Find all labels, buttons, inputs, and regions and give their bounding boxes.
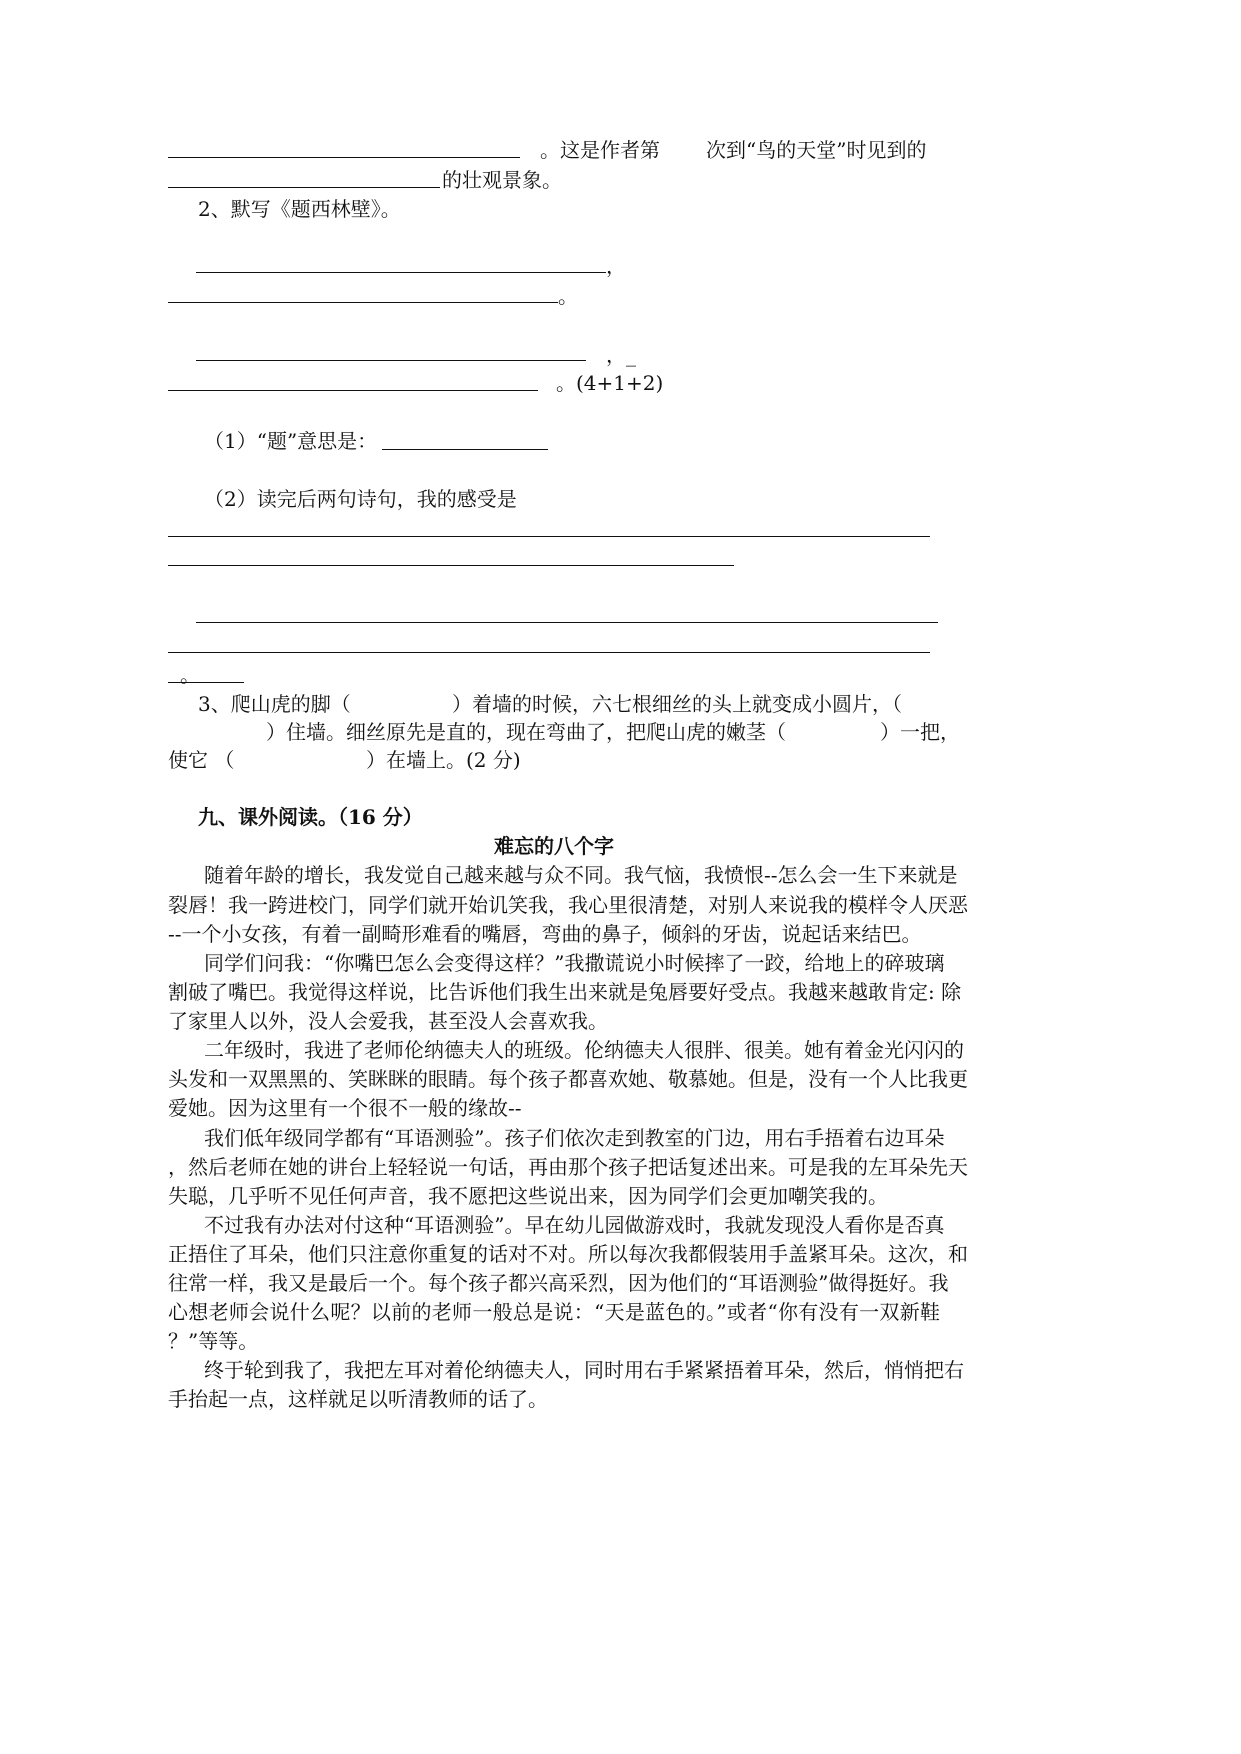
section-heading: 九、课外阅读。（16 分）	[198, 805, 423, 829]
article-line: 心想老师会说什么呢？以前的老师一般总是说：“天是蓝色的。”或者“你有没有一双新鞋	[168, 1300, 940, 1324]
article-line: 了家里人以外，没人会爱我，甚至没人会喜欢我。	[168, 1009, 608, 1033]
question-3-text: 使它 （	[168, 748, 235, 772]
answer-blank[interactable]	[168, 682, 244, 683]
question-3-text: ）住墙。细丝原先是直的，现在弯曲了，把爬山虎的嫩茎（	[266, 720, 786, 744]
article-line: 裂唇！我一跨进校门，同学们就开始讥笑我，我心里很清楚，对别人来说我的模样令人厌恶	[168, 893, 968, 917]
article-line: 头发和一双黑黑的、笑眯眯的眼睛。每个孩子都喜欢她、敬慕她。但是，没有一个人比我更	[168, 1067, 968, 1091]
article-line: 同学们问我：“你嘴巴怎么会变得这样？”我撒谎说小时候摔了一跤，给地上的碎玻璃	[204, 951, 945, 975]
article-line: 正捂住了耳朵，他们只注意你重复的话对不对。所以每次我都假装用手盖紧耳朵。这次，和	[168, 1242, 968, 1266]
punctuation: ，_	[606, 343, 636, 367]
poem-blank[interactable]	[196, 272, 606, 273]
article-line: 手抬起一点，这样就足以听清教师的话了。	[168, 1387, 548, 1411]
question-3-text: ）着墙的时候，六七根细丝的头上就变成小圆片，（	[452, 692, 902, 716]
score-note: 。(4+1+2)	[556, 371, 664, 395]
question-text: 。这是作者第	[540, 138, 660, 162]
article-title: 难忘的八个字	[494, 834, 614, 858]
article-line: 终于轮到我了，我把左耳对着伦纳德夫人，同时用右手紧紧捂着耳朵，然后，悄悄把右	[204, 1358, 964, 1382]
article-line: 割破了嘴巴。我觉得这样说，比告诉他们我生出来就是兔唇要好受点。我越来越敢肯定: 除	[168, 980, 962, 1004]
article-line: ，然后老师在她的讲台上轻轻说一句话，再由那个孩子把话复述出来。可是我的左耳朵先天	[168, 1155, 968, 1179]
article-line: --一个小女孩，有着一副畸形难看的嘴唇，弯曲的鼻子，倾斜的牙齿，说起话来结巴。	[168, 922, 922, 946]
answer-blank[interactable]	[168, 187, 440, 188]
article-line: 二年级时，我进了老师伦纳德夫人的班级。伦纳德夫人很胖、很美。她有着金光闪闪的	[204, 1038, 964, 1062]
question-3-text: ）在墙上。(2 分)	[366, 748, 521, 772]
question-text: 次到“鸟的天堂”时见到的	[706, 138, 927, 162]
article-line: 爱她。因为这里有一个很不一般的缘故--	[168, 1096, 522, 1120]
answer-blank[interactable]	[168, 536, 930, 537]
article-line: 失聪，几乎听不见任何声音，我不愿把这些说出来，因为同学们会更加嘲笑我的。	[168, 1184, 888, 1208]
article-line: 往常一样，我又是最后一个。每个孩子都兴高采烈，因为他们的“耳语测验”做得挺好。我	[168, 1271, 949, 1295]
answer-blank[interactable]	[168, 652, 930, 653]
punctuation: 。	[558, 284, 578, 308]
poem-blank[interactable]	[168, 302, 558, 303]
answer-blank[interactable]	[168, 157, 520, 158]
sub-question-2: （2）读完后两句诗句，我的感受是	[204, 487, 517, 511]
question-2-title: 2、默写《题西林壁》。	[198, 197, 401, 221]
article-line: ？”等等。	[168, 1329, 259, 1353]
poem-blank[interactable]	[168, 390, 538, 391]
punctuation: 。	[180, 663, 200, 687]
punctuation: ，	[606, 254, 626, 278]
question-text: 的壮观景象。	[442, 168, 562, 192]
question-3-text: ）一把，	[880, 720, 960, 744]
answer-blank[interactable]	[196, 622, 938, 623]
article-line: 不过我有办法对付这种“耳语测验”。早在幼儿园做游戏时，我就发现没人看你是否真	[204, 1213, 945, 1237]
question-3-text: 3、爬山虎的脚（	[198, 692, 351, 716]
article-line: 随着年龄的增长，我发觉自己越来越与众不同。我气恼，我愤恨--怎么会一生下来就是	[204, 863, 958, 887]
sub-question-1: （1）“题”意思是：	[204, 429, 378, 453]
poem-blank[interactable]	[196, 360, 586, 361]
answer-blank[interactable]	[168, 565, 734, 566]
answer-blank[interactable]	[382, 449, 548, 450]
article-line: 我们低年级同学都有“耳语测验”。孩子们依次走到教室的门边，用右手捂着右边耳朵	[204, 1126, 945, 1150]
